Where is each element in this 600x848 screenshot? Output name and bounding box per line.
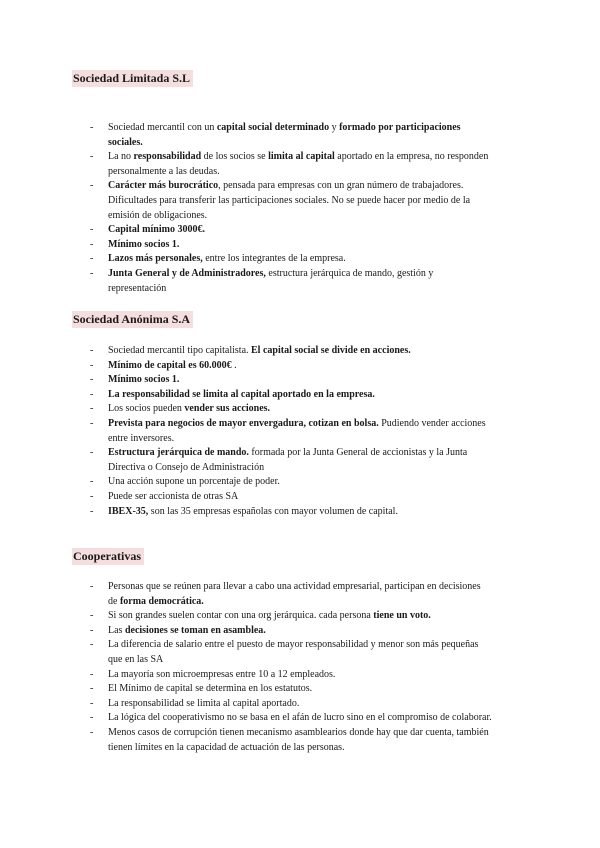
body-text: Menos casos de corrupción tienen mecanismo asamblearios donde hay que dar cuenta, también tienen límites en la capacidad de actuación de las personas. <box>108 726 489 753</box>
body-text: aportado en la empresa, no responden personalmente a las deudas. <box>108 151 489 177</box>
section-heading-sociedad-limitada: Sociedad Limitada S.L <box>72 70 193 87</box>
body-text: La responsabilidad se limita al capital aportado. <box>108 697 300 709</box>
bullet-item <box>0 446 492 475</box>
bullet-item <box>0 638 492 667</box>
bold-text: capital social determinado <box>216 122 330 133</box>
bold-text: Prevista para negocios de mayor envergadura, cotizan en bolsa. <box>108 417 379 429</box>
body-text: entre los integrantes de la empresa. <box>202 253 346 265</box>
body-text: Personas que se reúnen para llevar a cabo una actividad empresarial, participan en decisiones de <box>108 581 481 607</box>
bold-text: La responsabilidad se limita al capital aportado en la empresa. <box>108 388 375 400</box>
bold-text: decisiones se toman en asamblea. <box>124 624 266 636</box>
bold-text: Mínimo socios 1. <box>108 238 180 250</box>
bold-text: Capital mínimo 3000€. <box>108 224 205 236</box>
bullet-item <box>0 475 492 490</box>
bullet-item <box>0 624 492 639</box>
bold-text: IBEX-35, <box>108 505 149 517</box>
bold-text: vender sus acciones. <box>184 403 271 415</box>
body-text: El Mínimo de capital se determina en los estatutos. <box>108 683 313 695</box>
body-text: Una acción supone un porcentaje de poder. <box>108 476 280 488</box>
bullet-item <box>0 150 492 179</box>
bold-text: tiene un voto. <box>373 610 431 622</box>
body-text: y <box>329 122 340 133</box>
bullet-item <box>0 388 492 403</box>
section-heading-sociedad-anonima: Sociedad Anónima S.A <box>72 311 193 328</box>
body-text: La lógica del cooperativismo no se basa en el afán de lucro sino en el compromiso de colaborar. <box>108 712 492 724</box>
bullet-item <box>0 223 492 238</box>
bullet-list-sociedad-limitada <box>0 121 600 296</box>
bullet-item <box>0 417 492 446</box>
bold-text: Estructura jerárquica de mando. <box>108 447 249 459</box>
bullet-item <box>0 344 492 359</box>
bullet-item <box>0 697 492 712</box>
bold-text: limita al capital <box>268 151 335 163</box>
bullet-item <box>0 711 492 726</box>
body-text: Sociedad mercantil con un <box>108 122 217 133</box>
body-text: La no <box>108 151 134 163</box>
bullet-list-cooperativas <box>0 580 600 755</box>
body-text: Pudiendo vender acciones entre inversores. <box>108 417 486 444</box>
bullet-item <box>0 238 492 253</box>
bold-text: Junta General y de Administradores, <box>108 267 266 279</box>
bold-text: El capital social se divide en acciones. <box>251 345 411 356</box>
bold-text: Mínimo socios 1. <box>108 374 180 386</box>
bullet-item <box>0 726 492 755</box>
body-text: Sociedad mercantil tipo capitalista. <box>108 345 252 356</box>
bold-text: responsabilidad <box>133 151 202 163</box>
bullet-item <box>0 179 492 223</box>
bullet-item <box>0 609 492 624</box>
body-text: formada por la Junta General de accionistas y la Junta Directiva o Consejo de Administración <box>108 447 468 473</box>
bold-text: forma democrática. <box>119 595 204 607</box>
body-text: Las <box>108 624 125 636</box>
bullet-list-sociedad-anonima <box>0 344 600 519</box>
body-text: . <box>231 359 237 371</box>
body-text: Si son grandes suelen contar con una org jerárquica. cada persona <box>108 610 374 622</box>
bullet-item <box>0 359 492 374</box>
bold-text: Lazos más personales, <box>108 253 203 265</box>
bullet-item <box>0 252 492 267</box>
bullet-item <box>0 373 492 388</box>
bullet-item <box>0 668 492 683</box>
section-heading-cooperativas: Cooperativas <box>72 548 144 565</box>
body-text: Puede ser accionista de otras SA <box>108 490 239 502</box>
bold-text: formado por participaciones sociales. <box>108 122 461 148</box>
bold-text: Mínimo de capital es 60.000€ <box>108 359 232 371</box>
bullet-item <box>0 490 492 505</box>
body-text: estructura jerárquica de mando, gestión y representación <box>108 267 434 294</box>
body-text: La mayoría son microempresas entre 10 a 12 empleados. <box>108 668 336 680</box>
bullet-item <box>0 402 492 417</box>
bullet-item <box>0 267 492 296</box>
body-text: son las 35 empresas españolas con mayor volumen de capital. <box>148 505 398 517</box>
body-text: La diferencia de salario entre el puesto de mayor responsabilidad y menor son más pequeñas que en las SA <box>108 639 479 665</box>
bullet-item <box>0 505 492 520</box>
bullet-item <box>0 682 492 697</box>
bullet-item <box>0 580 492 609</box>
bold-text: Carácter más burocrático <box>108 180 219 192</box>
body-text: de los socios se <box>201 151 269 163</box>
body-text: , pensada para empresas con un gran número de trabajadores. Dificultades para transferir las participaciones sociales. No se puede hacer por medio de la emisión de obligaciones. <box>108 180 471 221</box>
body-text: Los socios pueden <box>108 403 185 415</box>
bullet-item <box>0 121 492 150</box>
